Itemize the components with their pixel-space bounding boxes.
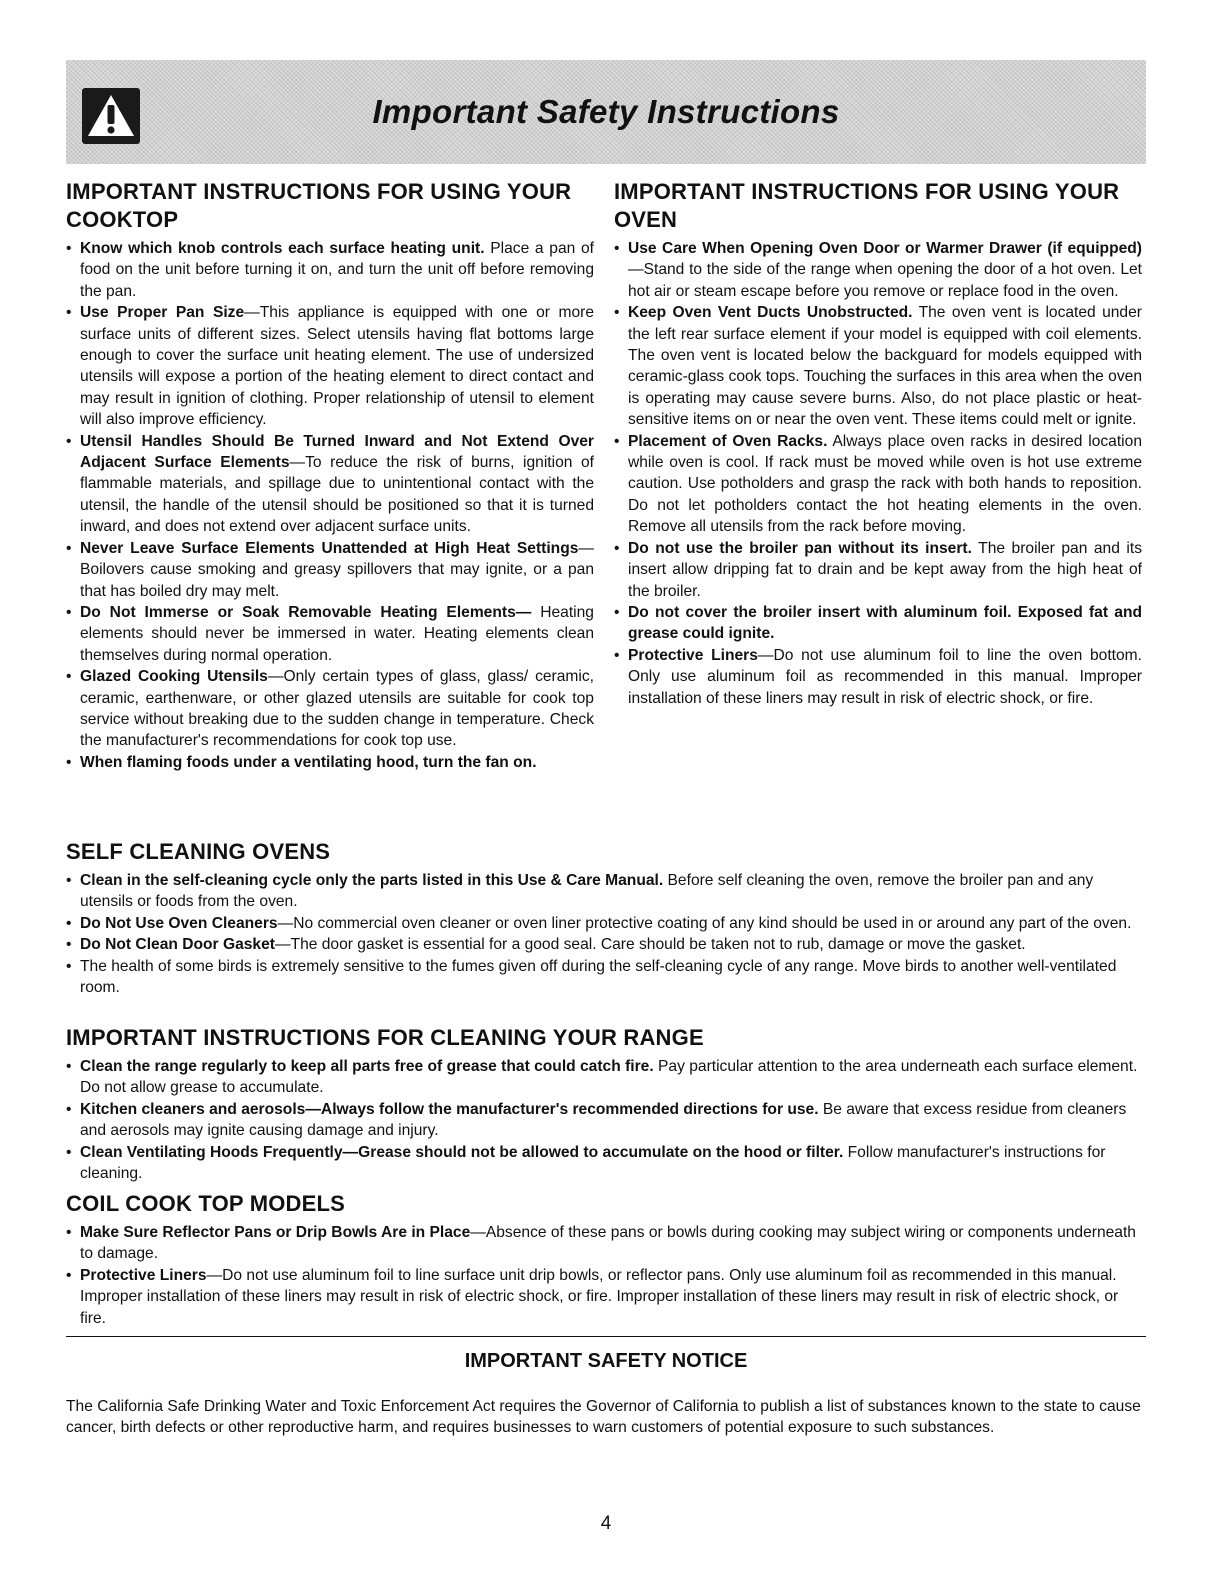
list-item: • Keep Oven Vent Ducts Unobstructed. The oven vent is located under the left rear surface element if your model is equipped with coil elements. The oven vent is located below the backguard for models equipped with ceramic-glass cook tops. Touching the surfaces in this area when the oven is operating may cause severe burns. Also, do not place plastic or heat-sensitive items on or near the oven vent. These items could melt or ignite. [614,302,1142,430]
section-divider [66,1336,1146,1337]
list-item: • Placement of Oven Racks. Always place oven racks in desired location while oven is cool. If rack must be moved while oven is hot use extreme caution. Use potholders and grasp the rack with both hands to reposition. Do not let potholders contact the hot heating elements in the oven. Remove all utensils from the rack before moving. [614,431,1142,538]
oven-heading: IMPORTANT INSTRUCTIONS FOR USING YOUR OVEN [614,179,1120,232]
list-item: • Clean in the self-cleaning cycle only the parts listed in this Use & Care Manual. Before self cleaning the oven, remove the broiler pan and any utensils or foods from the oven. [66,870,1146,913]
coil-cooktop-heading: COIL COOK TOP MODELS [66,1191,346,1216]
coil-cooktop-section [66,1190,1146,1329]
list-item: • Do not use the broiler pan without its insert. The broiler pan and its insert allow dripping fat to drain and be kept away from the high heat of the broiler. [614,538,1142,602]
self-cleaning-heading: SELF CLEANING OVENS [66,839,331,864]
list-item: • Kitchen cleaners and aerosols—Always follow the manufacturer's recommended directions for use. Be aware that excess residue from cleaners and aerosols may ignite causing damage and injury. [66,1099,1146,1142]
cleaning-range-section [66,1024,1146,1184]
list-item: • Utensil Handles Should Be Turned Inward and Not Extend Over Adjacent Surface Elements—To reduce the risk of burns, ignition of flammable materials, and spillage due to unintentional contact with the utensil, the handle of the utensil should be positioned so that it is turned inward, and does not extend over adjacent surface units. [66,431,594,538]
list-item: • Clean the range regularly to keep all parts free of grease that could catch fire. Pay particular attention to the area underneath each surface element. Do not allow grease to accumulate. [66,1056,1146,1099]
notice-heading: IMPORTANT SAFETY NOTICE [464,1350,748,1372]
list-item: • Make Sure Reflector Pans or Drip Bowls Are in Place—Absence of these pans or bowls during cooking may subject wiring or components underneath to damage. [66,1222,1146,1265]
list-item: • Use Proper Pan Size—This appliance is equipped with one or more surface units of different sizes. Select utensils having flat bottoms large enough to cover the surface unit heating element. The use of undersized utensils will expose a portion of the heating element to direct contact and may result in ignition of clothing. Proper relationship of utensil to element will also improve efficiency. [66,302,594,430]
list-item: • Do Not Clean Door Gasket—The door gasket is essential for a good seal. Care should be taken not to rub, damage or move the gasket. [66,934,1146,955]
list-item: • When flaming foods under a ventilating hood, turn the fan on. [66,752,594,773]
coil-cooktop-list [66,1222,1146,1329]
list-item: • Do Not Immerse or Soak Removable Heating Elements— Heating elements should never be immersed in water. Heating elements clean themselves during normal operation. [66,602,594,666]
page-number: 4 [600,1513,612,1534]
list-item: • Do Not Use Oven Cleaners—No commercial oven cleaner or oven liner protective coating of any kind should be used in or around any part of the oven. [66,913,1146,934]
list-item: • Glazed Cooking Utensils—Only certain types of glass, glass/ ceramic, ceramic, earthenware, or other glazed utensils are suitable for cook top service without breaking due to the sudden change in temperature. Check the manufacturer's recommendations for cook top use. [66,666,594,752]
list-item: • Never Leave Surface Elements Unattended at High Heat Settings—Boilovers cause smoking and greasy spillovers that may ignite, or a pan that has boiled dry may melt. [66,538,594,602]
list-item: • The health of some birds is extremely sensitive to the fumes given off during the self-cleaning cycle of any range. Move birds to another well-ventilated room. [66,956,1146,999]
page-title: Important Safety Instructions [372,93,840,130]
oven-list [614,238,1142,709]
list-item: • Use Care When Opening Oven Door or Warmer Drawer (if equipped)—Stand to the side of the range when opening the door of a hot oven. Let hot air or steam escape before you remove or replace food in the oven. [614,238,1142,302]
cooktop-section [66,178,594,773]
notice-body: The California Safe Drinking Water and Toxic Enforcement Act requires the Governor of California to publish a list of substances known to the state to cause cancer, birth defects or other reproductive harm, and requires businesses to warn customers of potential exposure to such substances. [66,1398,1141,1437]
self-cleaning-list [66,870,1146,998]
cleaning-range-heading: IMPORTANT INSTRUCTIONS FOR CLEANING YOUR RANGE [66,1025,704,1050]
cooktop-heading: IMPORTANT INSTRUCTIONS FOR USING YOUR COOKTOP [66,179,572,232]
cooktop-list [66,238,594,773]
self-cleaning-section [66,838,1146,998]
oven-section [614,178,1142,709]
cleaning-range-list [66,1056,1146,1184]
list-item: • Protective Liners—Do not use aluminum foil to line surface unit drip bowls, or reflector pans. Only use aluminum foil as recommended in this manual. Improper installation of these liners may result in risk of electric shock, or fire. Improper installation of these liners may result in risk of electric shock, or fire. [66,1265,1146,1329]
list-item: • Clean Ventilating Hoods Frequently—Grease should not be allowed to accumulate on the hood or filter. Follow manufacturer's instructions for cleaning. [66,1142,1146,1185]
header-banner [66,60,1146,164]
list-item: • Know which knob controls each surface heating unit. Place a pan of food on the unit before turning it on, and turn the unit off before removing the pan. [66,238,594,302]
list-item: • Protective Liners—Do not use aluminum foil to line the oven bottom. Only use aluminum foil as recommended in this manual. Improper installation of these liners may result in risk of electric shock, or fire. [614,645,1142,709]
list-item: • Do not cover the broiler insert with aluminum foil. Exposed fat and grease could ignite. [614,602,1142,645]
